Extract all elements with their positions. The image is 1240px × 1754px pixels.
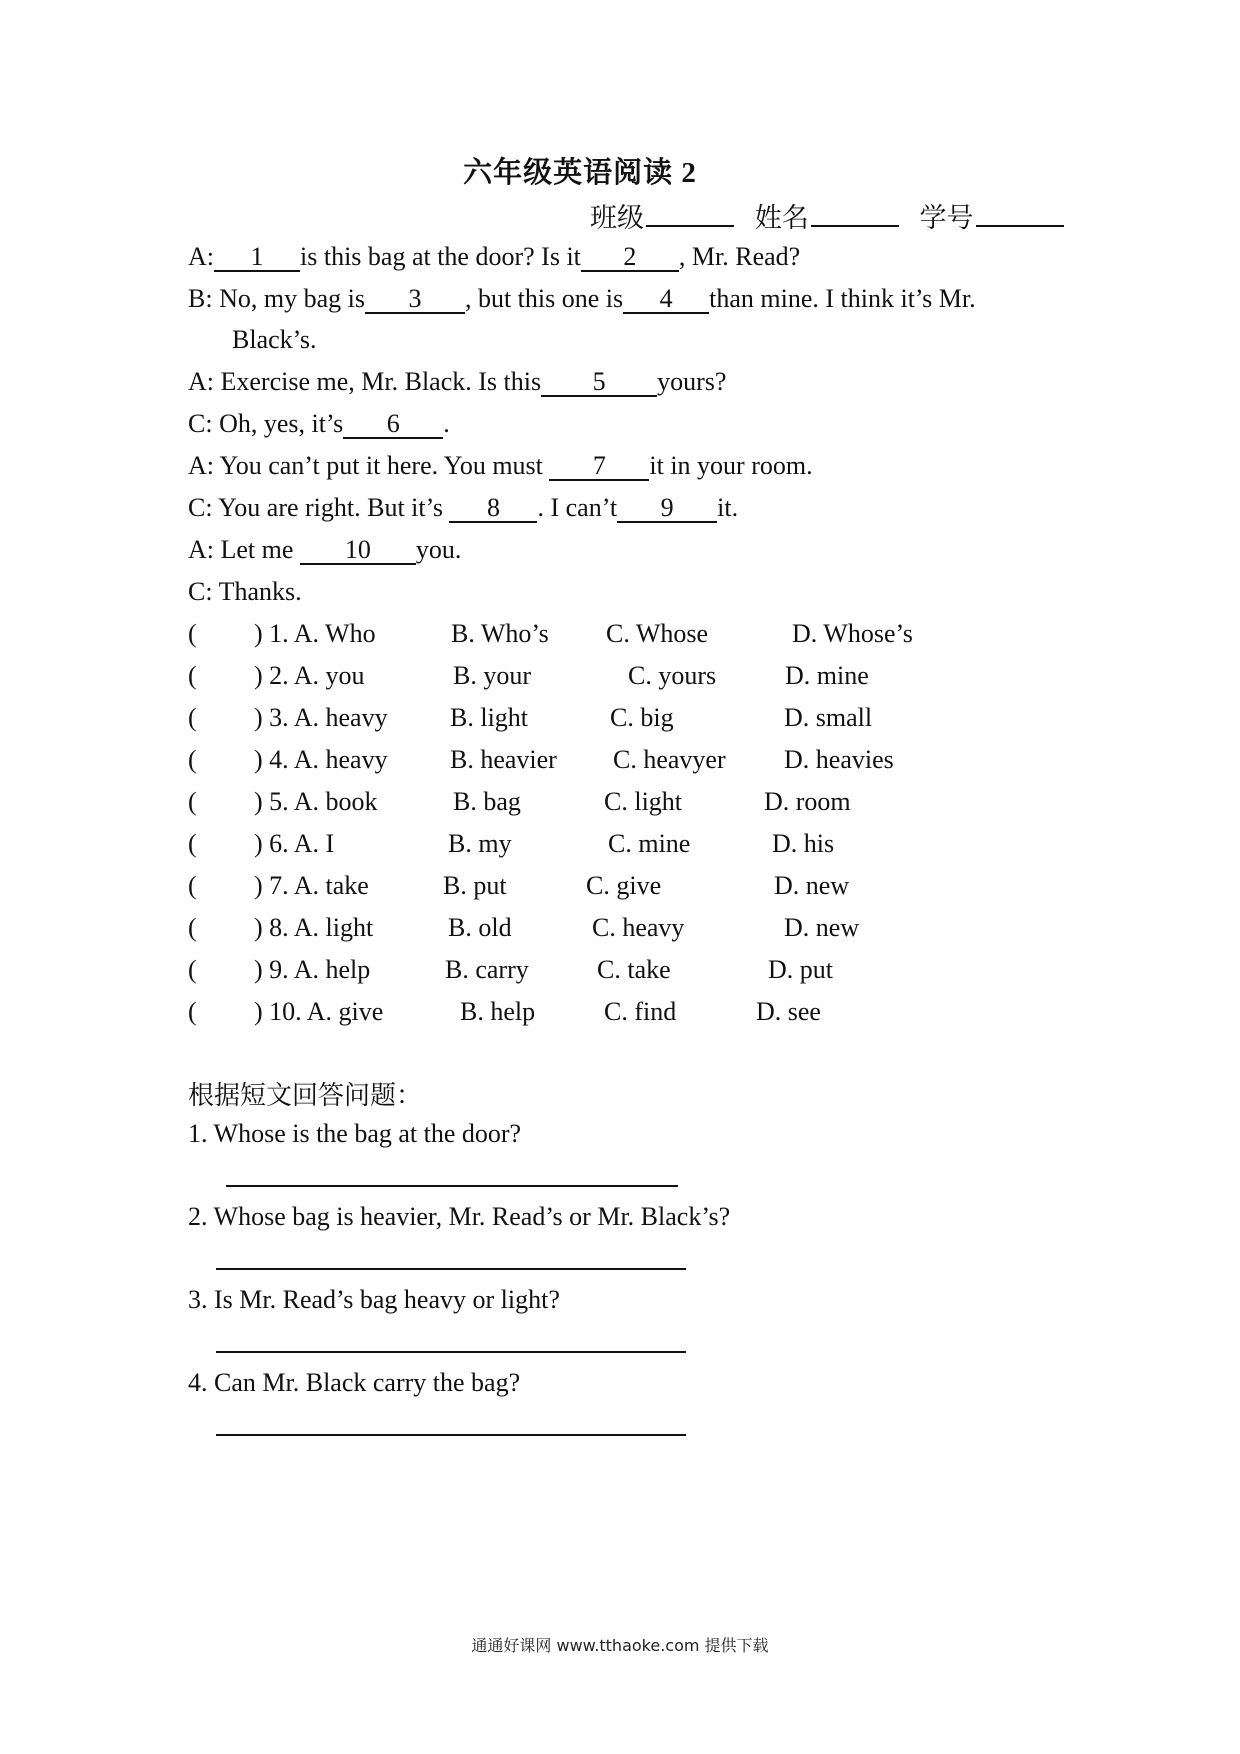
id-blank[interactable] <box>976 201 1064 227</box>
question-4: 4. Can Mr. Black carry the bag? <box>188 1368 521 1397</box>
blank-9[interactable]: 9 <box>617 495 717 523</box>
choice-d: D. heavies <box>784 745 894 774</box>
choice-d: D. room <box>764 787 851 816</box>
choice-row <box>188 619 988 653</box>
footer-credit: 通通好课网 www.tthaoke.com 提供下载 <box>471 1636 769 1655</box>
choice-b: B. Who’s <box>451 619 549 648</box>
dialogue-text: A: You can’t put it here. You must <box>188 451 550 480</box>
choice-a: ) 1. A. Who <box>254 619 376 648</box>
dialogue-text: it in your room. <box>649 451 813 480</box>
answer-line-4[interactable] <box>216 1434 686 1436</box>
dialogue-text: A: Exercise me, Mr. Black. Is this <box>188 367 542 396</box>
choice-a: ) 3. A. heavy <box>254 703 388 732</box>
page-title: 六年级英语阅读 2 <box>463 157 697 189</box>
choice-d: D. small <box>784 703 873 732</box>
answer-paren[interactable]: ( <box>188 913 197 942</box>
dialogue-line-1 <box>188 242 800 272</box>
class-blank[interactable] <box>646 201 734 227</box>
dialogue-text: , but this one is <box>464 284 624 313</box>
choice-b: B. help <box>460 997 536 1026</box>
blank-2[interactable]: 2 <box>581 244 679 272</box>
choice-d: D. his <box>772 829 835 858</box>
choice-c: C. find <box>604 997 677 1026</box>
question-1: 1. Whose is the bag at the door? <box>188 1119 522 1148</box>
answer-paren[interactable]: ( <box>188 703 197 732</box>
blank-10[interactable]: 10 <box>300 537 416 565</box>
choice-c: C. mine <box>608 829 691 858</box>
choice-c: C. take <box>597 955 671 984</box>
choice-d: D. new <box>784 913 860 942</box>
student-info <box>590 196 1078 235</box>
choice-d: D. new <box>774 871 850 900</box>
dialogue-text: than mine. I think it’s Mr. <box>709 284 976 313</box>
dialogue-text: Black’s. <box>232 325 317 354</box>
choice-c: C. yours <box>628 661 717 690</box>
dialogue-line-3 <box>232 325 317 355</box>
choice-b: B. bag <box>453 787 521 816</box>
choice-d: D. Whose’s <box>792 619 913 648</box>
choice-row <box>188 871 988 905</box>
id-label: 学号 <box>919 203 974 233</box>
answer-paren[interactable]: ( <box>188 955 197 984</box>
choice-a: ) 9. A. help <box>254 955 371 984</box>
choice-b: B. your <box>453 661 531 690</box>
blank-1[interactable]: 1 <box>214 244 300 272</box>
section-title: 根据短文回答问题： <box>188 1081 423 1110</box>
dialogue-line-8 <box>188 535 461 565</box>
choice-row <box>188 661 988 695</box>
blank-6[interactable]: 6 <box>343 411 443 439</box>
choice-c: C. give <box>586 871 662 900</box>
choice-c: C. heavyer <box>613 745 726 774</box>
choice-c: C. big <box>610 703 674 732</box>
answer-line-1[interactable] <box>226 1185 678 1187</box>
blank-7[interactable]: 7 <box>549 453 649 481</box>
choice-d: D. mine <box>785 661 869 690</box>
dialogue-text: . I can’t <box>537 493 618 522</box>
choice-a: ) 5. A. book <box>254 787 378 816</box>
choice-d: D. see <box>756 997 821 1026</box>
blank-3[interactable]: 3 <box>365 286 465 314</box>
blank-4[interactable]: 4 <box>623 286 709 314</box>
dialogue-text: A: Let me <box>188 535 300 564</box>
choice-a: ) 7. A. take <box>254 871 369 900</box>
choice-d: D. put <box>768 955 833 984</box>
choice-b: B. light <box>450 703 529 732</box>
choice-row <box>188 913 988 947</box>
question-2: 2. Whose bag is heavier, Mr. Read’s or Mr. Black’s? <box>188 1202 731 1231</box>
choice-row <box>188 745 988 779</box>
choice-c: C. light <box>604 787 683 816</box>
dialogue-line-5 <box>188 409 450 439</box>
dialogue-line-9 <box>188 577 302 607</box>
answer-paren[interactable]: ( <box>188 745 197 774</box>
dialogue-text: yours? <box>657 367 727 396</box>
name-blank[interactable] <box>811 201 899 227</box>
dialogue-line-2 <box>188 284 976 314</box>
choice-row <box>188 787 988 821</box>
answer-paren[interactable]: ( <box>188 871 197 900</box>
blank-5[interactable]: 5 <box>541 369 657 397</box>
question-3: 3. Is Mr. Read’s bag heavy or light? <box>188 1285 560 1314</box>
choice-row <box>188 703 988 737</box>
blank-8[interactable]: 8 <box>449 495 537 523</box>
choice-b: B. old <box>448 913 512 942</box>
choice-b: B. put <box>443 871 507 900</box>
dialogue-line-4 <box>188 367 726 397</box>
dialogue-text: it. <box>717 493 739 522</box>
choice-b: B. heavier <box>450 745 557 774</box>
answer-paren[interactable]: ( <box>188 787 197 816</box>
answer-paren[interactable]: ( <box>188 997 197 1026</box>
choice-a: ) 10. A. give <box>254 997 384 1026</box>
dialogue-line-6 <box>188 451 813 481</box>
name-label: 姓名 <box>754 203 809 233</box>
dialogue-text: . <box>443 409 450 438</box>
speaker-text: A: <box>188 242 214 271</box>
choice-b: B. carry <box>445 955 529 984</box>
choice-b: B. my <box>448 829 512 858</box>
dialogue-text: B: No, my bag is <box>188 284 365 313</box>
choice-a: ) 6. A. I <box>254 829 335 858</box>
choice-row <box>188 997 988 1031</box>
answer-paren[interactable]: ( <box>188 661 197 690</box>
choice-row <box>188 955 988 989</box>
choice-a: ) 4. A. heavy <box>254 745 388 774</box>
dialogue-text: C: You are right. But it’s <box>188 493 450 522</box>
dialogue-text: you. <box>415 535 462 564</box>
dialogue-text: , Mr. Read? <box>678 242 801 271</box>
answer-line-3[interactable] <box>216 1351 686 1353</box>
choice-c: C. heavy <box>592 913 685 942</box>
dialogue-text: C: Thanks. <box>188 577 302 606</box>
answer-paren[interactable]: ( <box>188 829 197 858</box>
choice-a: ) 2. A. you <box>254 661 365 690</box>
choice-row <box>188 829 988 863</box>
dialogue-text: C: Oh, yes, it’s <box>188 409 344 438</box>
choice-a: ) 8. A. light <box>254 913 374 942</box>
answer-paren[interactable]: ( <box>188 619 197 648</box>
choice-c: C. Whose <box>606 619 709 648</box>
class-label: 班级 <box>590 203 644 233</box>
dialogue-line-7 <box>188 493 738 523</box>
answer-line-2[interactable] <box>216 1268 686 1270</box>
dialogue-text: is this bag at the door? Is it <box>300 242 581 271</box>
